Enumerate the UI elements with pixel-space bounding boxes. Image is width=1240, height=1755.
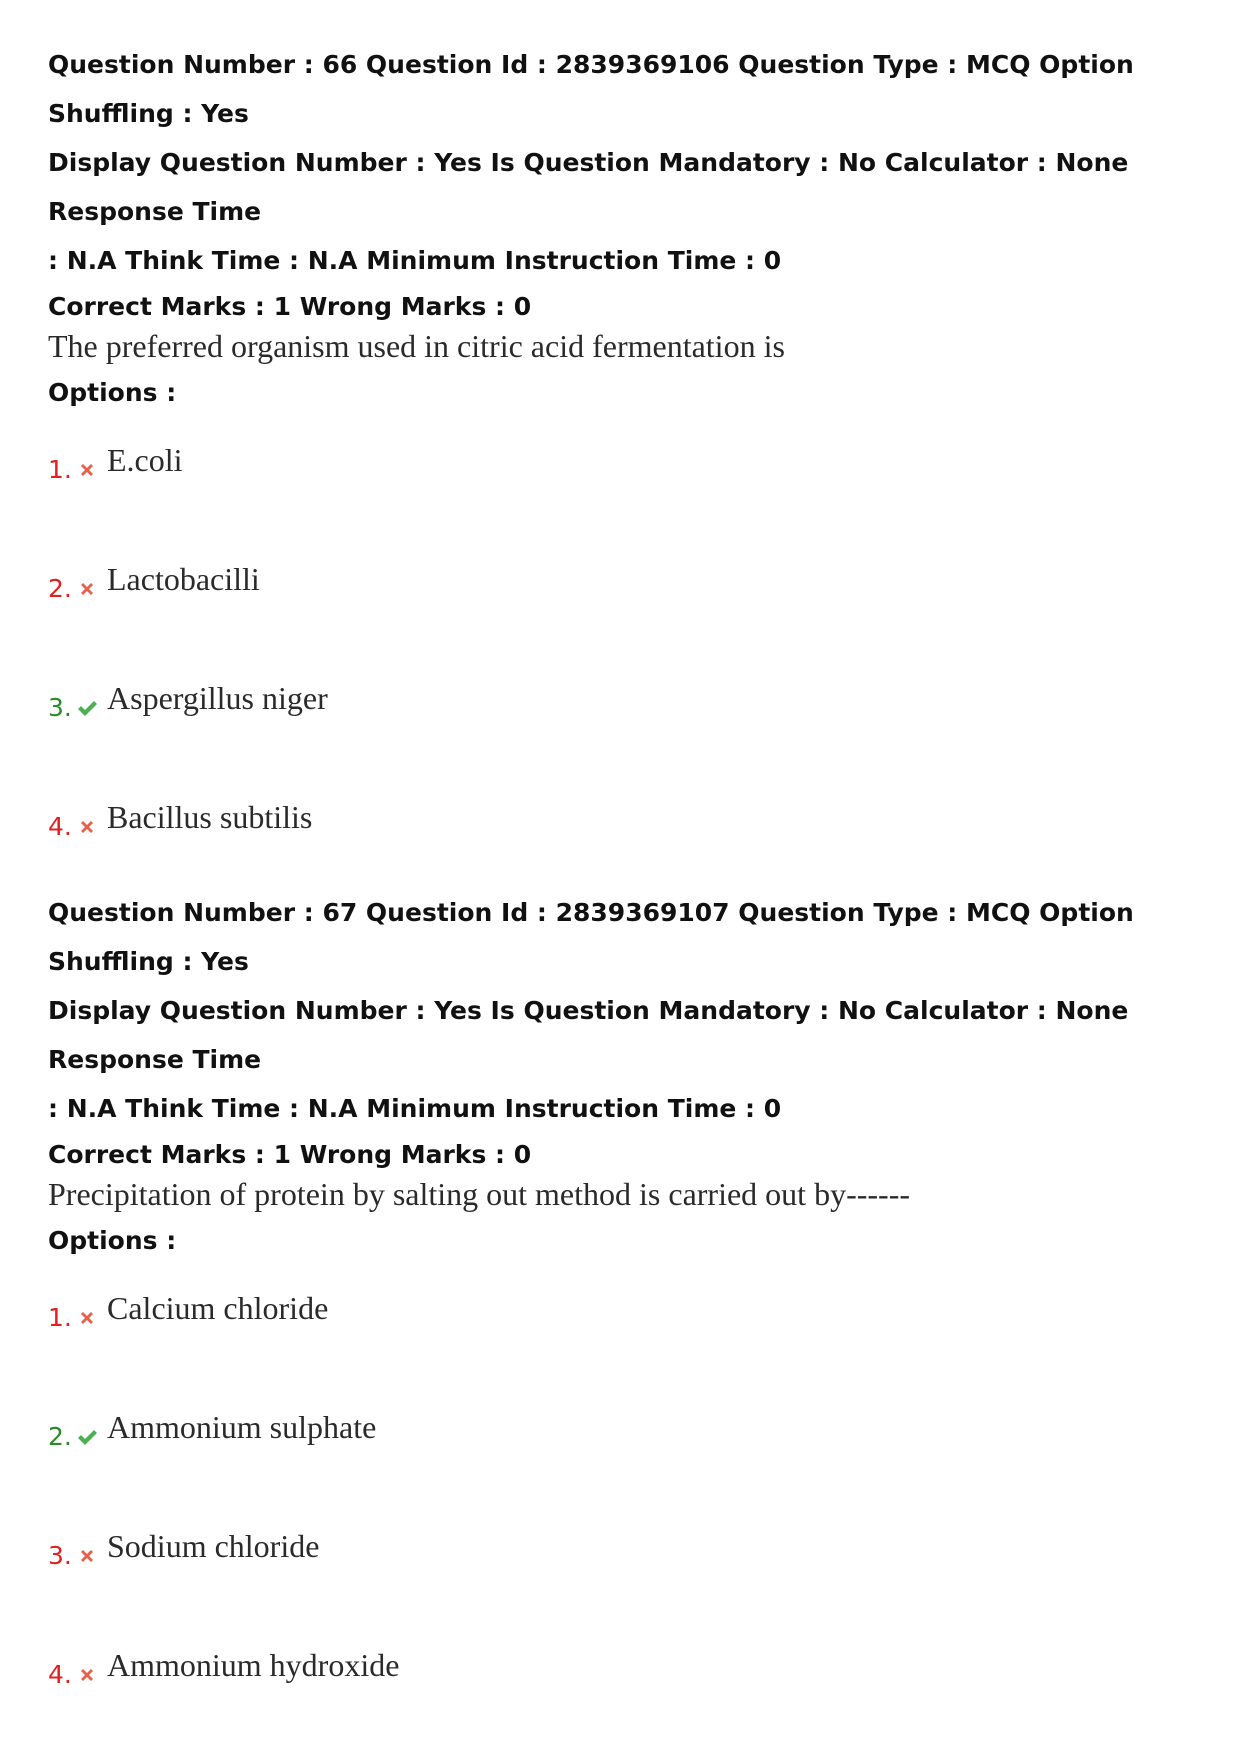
option-item [48,1395,1198,1514]
question-meta-line: Display Question Number : Yes Is Question Mandatory : No Calculator : None Response Time [48,996,1129,1074]
option-text: Calcium chloride [107,1290,329,1326]
option-text: Bacillus subtilis [107,799,313,835]
option-number: 3. [48,693,72,722]
check-icon [76,1426,98,1448]
option-number: 4. [48,1660,72,1689]
option-item [48,1633,1198,1752]
option-text: Ammonium hydroxide [107,1647,400,1683]
option-item [48,1514,1198,1633]
option-text: Sodium chloride [107,1528,320,1564]
option-number: 2. [48,1422,72,1451]
option-item [48,666,1198,785]
options-label: Options : [48,1226,177,1255]
question-stem: The preferred organism used in citric acid fermentation is [48,328,785,364]
cross-icon [76,1664,98,1686]
question-meta-line: Question Number : 67 Question Id : 2839369107 Question Type : MCQ Option Shuffling : Yes [48,898,1134,976]
question-meta-line: : N.A Think Time : N.A Minimum Instruction Time : 0 [48,246,782,275]
cross-icon [76,1307,98,1329]
question-block-67 [48,888,1198,1752]
option-text: Lactobacilli [107,561,260,597]
question-meta-line: Display Question Number : Yes Is Question Mandatory : No Calculator : None Response Time [48,148,1129,226]
cross-icon [76,578,98,600]
option-text: E.coli [107,442,183,478]
option-number: 1. [48,455,72,484]
option-number: 2. [48,574,72,603]
question-meta-line: Question Number : 66 Question Id : 2839369106 Question Type : MCQ Option Shuffling : Yes [48,50,1134,128]
option-item [48,1276,1198,1395]
option-item [48,547,1198,666]
option-number: 3. [48,1541,72,1570]
check-icon [76,697,98,719]
option-text: Ammonium sulphate [107,1409,377,1445]
marks-line: Correct Marks : 1 Wrong Marks : 0 [48,1140,532,1169]
option-number: 4. [48,812,72,841]
cross-icon [76,459,98,481]
cross-icon [76,1545,98,1567]
option-item [48,785,1198,904]
question-meta-line: : N.A Think Time : N.A Minimum Instruction Time : 0 [48,1094,782,1123]
question-stem: Precipitation of protein by salting out method is carried out by------ [48,1176,910,1212]
cross-icon [76,816,98,838]
marks-line: Correct Marks : 1 Wrong Marks : 0 [48,292,532,321]
option-item [48,428,1198,547]
question-block-66 [48,40,1198,904]
option-text: Aspergillus niger [107,680,328,716]
options-label: Options : [48,378,177,407]
option-number: 1. [48,1303,72,1332]
